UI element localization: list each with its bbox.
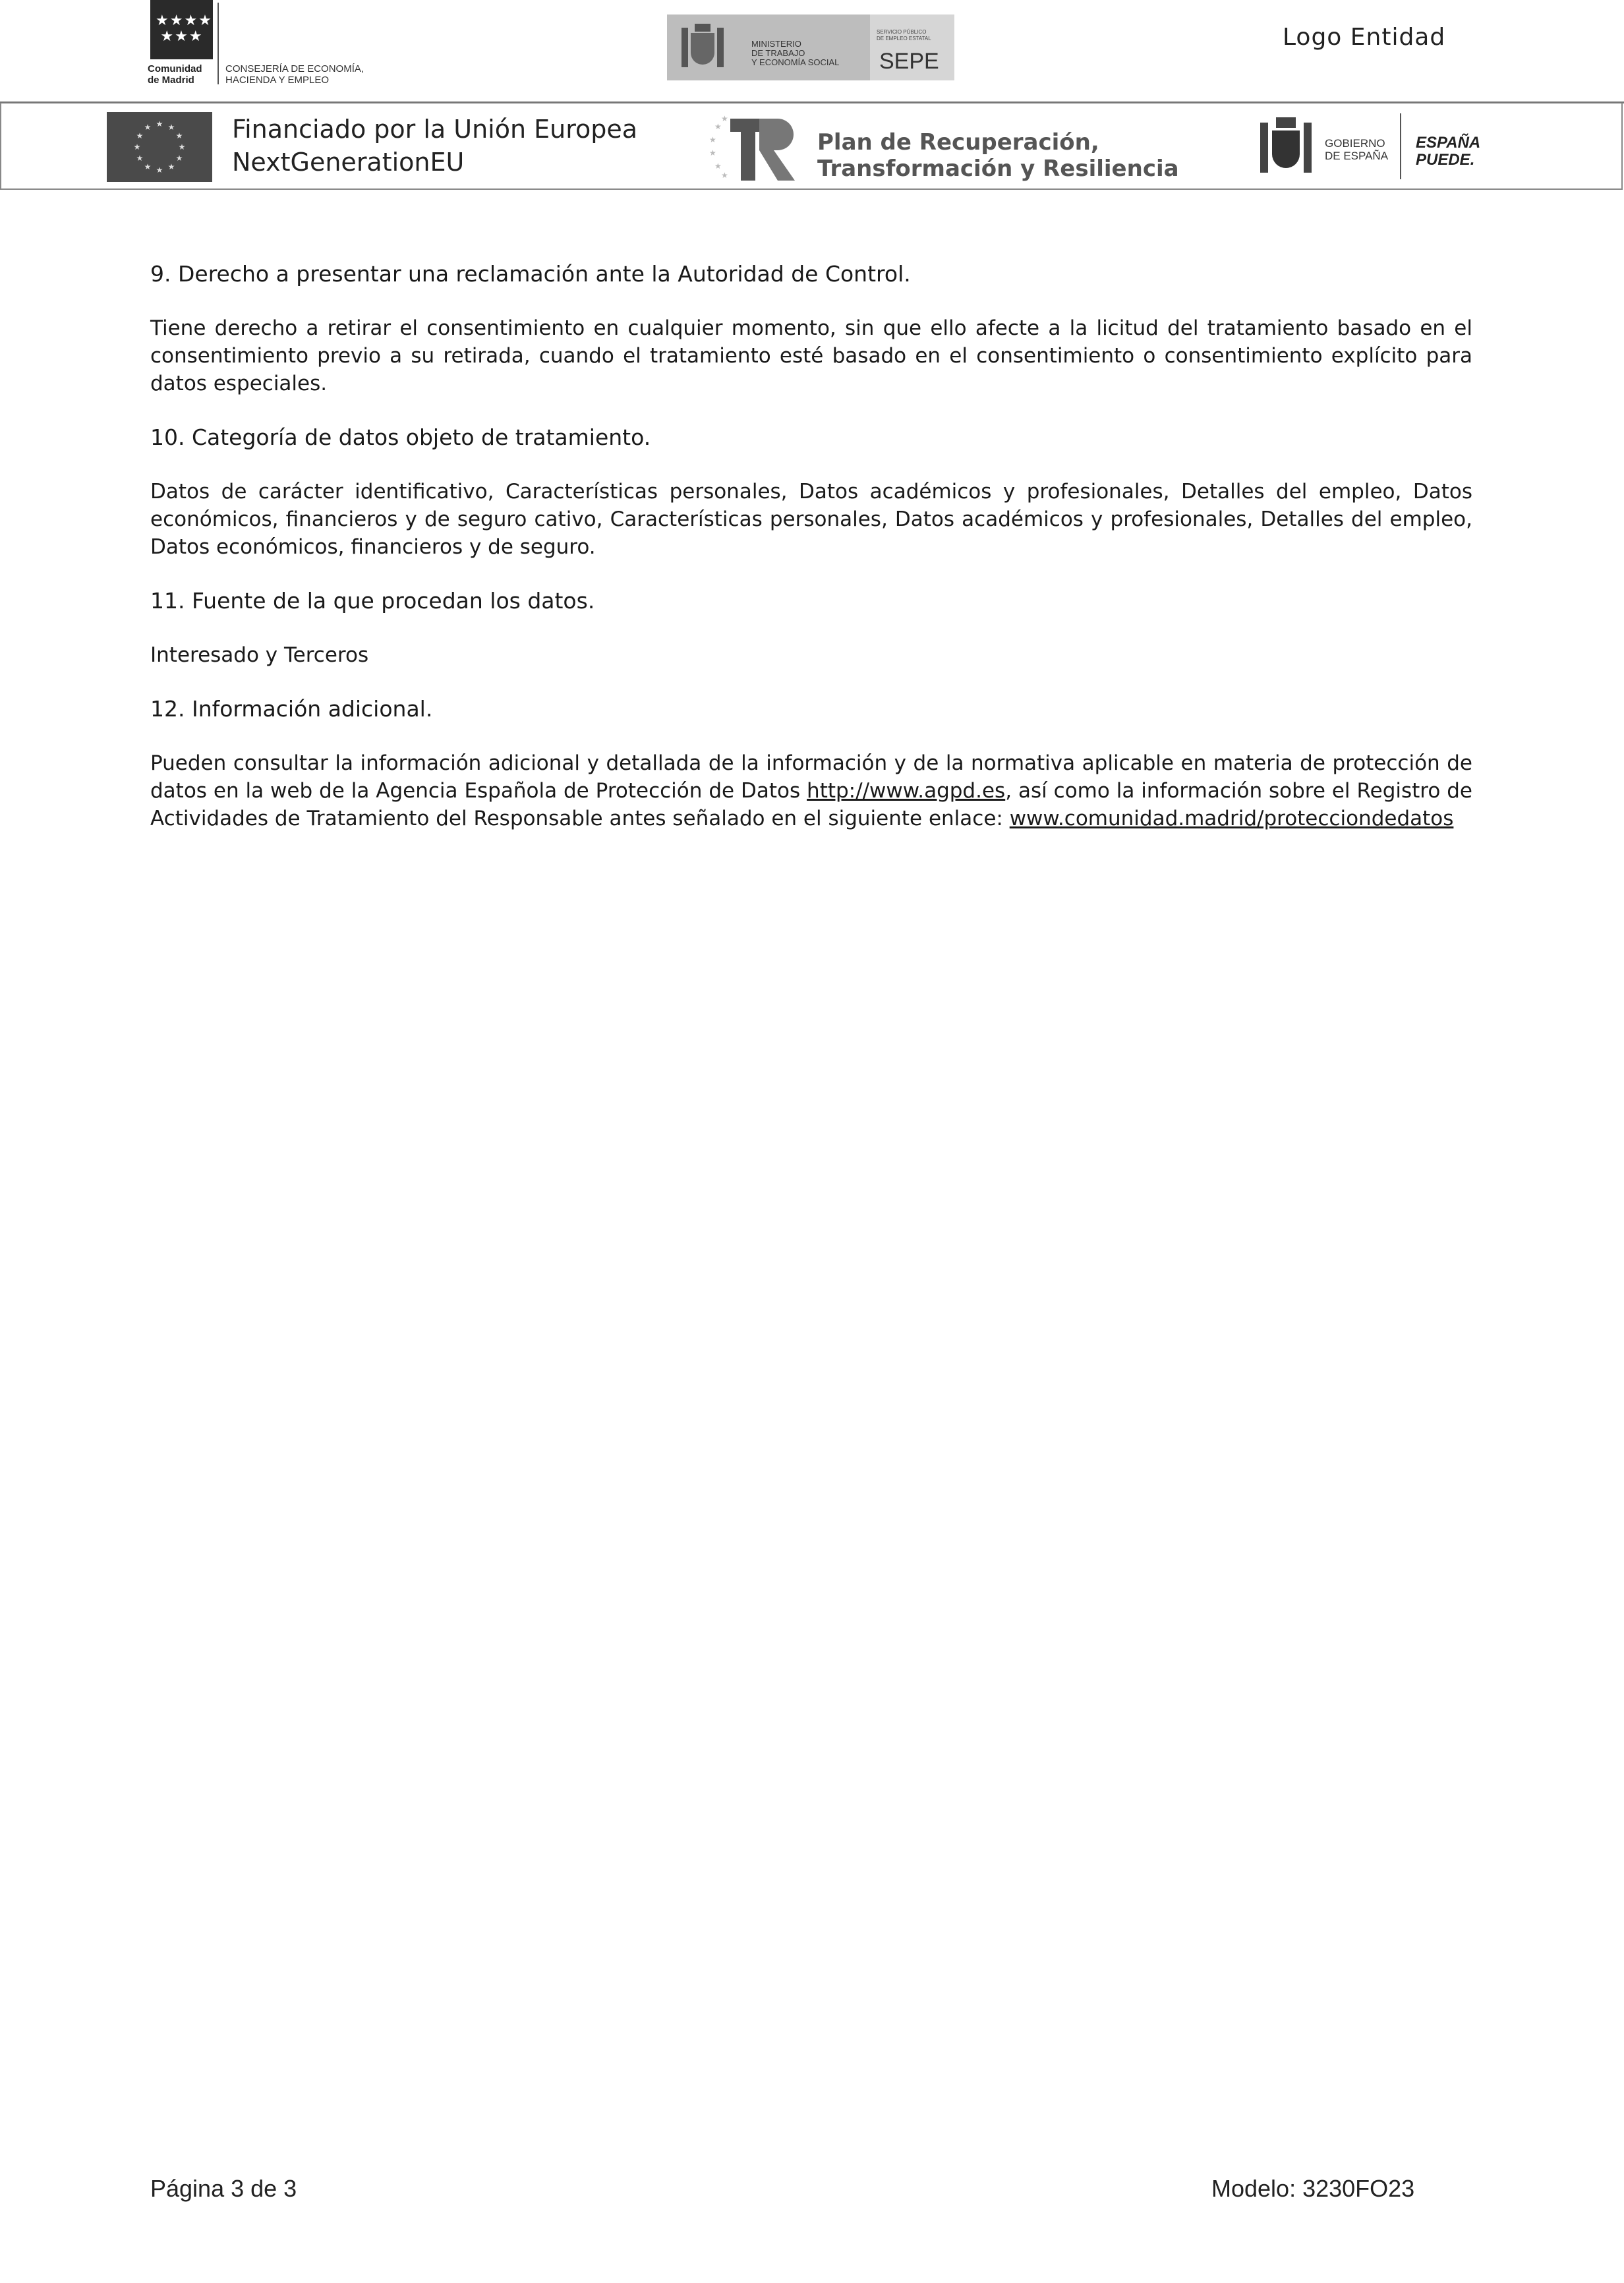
svg-text:★: ★: [136, 154, 144, 163]
svg-text:★: ★: [714, 161, 722, 171]
section-11-text: Interesado y Terceros: [150, 643, 369, 667]
ministerio-name: [751, 40, 839, 67]
gobierno-line1: GOBIERNO: [1325, 137, 1385, 150]
svg-text:★: ★: [156, 165, 163, 175]
spain-coat-of-arms-icon: [1258, 113, 1314, 179]
eu-flag-icon: [107, 112, 212, 182]
svg-text:★: ★: [167, 123, 175, 132]
svg-text:★: ★: [136, 131, 144, 140]
svg-text:★: ★: [175, 131, 183, 140]
comunidad-name-line2: de Madrid: [148, 74, 194, 86]
svg-text:★: ★: [144, 123, 152, 132]
plan-line2: Transformación y Resiliencia: [817, 156, 1179, 182]
sepe-small-text: [877, 29, 931, 42]
document-body: [150, 260, 1472, 859]
agpd-link[interactable]: http://www.agpd.es: [807, 779, 1006, 803]
divider: [1400, 113, 1401, 179]
ministerio-line2: DE TRABAJO: [751, 48, 805, 58]
section-12-title: 12. Información adicional.: [150, 696, 433, 722]
proteccion-datos-link[interactable]: www.comunidad.madrid/protecciondedatos: [1009, 807, 1454, 830]
prtr-logo-icon: [708, 109, 803, 183]
svg-text:★: ★: [721, 114, 728, 123]
divider: [218, 3, 219, 84]
section-9-text: Tiene derecho a retirar el consentimiento en cualquier momento, sin que ello afecte a la licitud del tratamiento basado en el consentimiento previo a su retirada, cuando el tratamiento esté basado en el consentimiento o consentimiento explícito para datos especiales.: [150, 316, 1472, 395]
svg-text:★: ★: [178, 142, 186, 152]
eu-funding-line1: Financiado por la Unión Europea: [232, 115, 638, 144]
eu-funding-line2: NextGenerationEU: [232, 148, 465, 177]
ministerio-line3: Y ECONOMÍA SOCIAL: [751, 57, 840, 67]
section-10-text: Datos de carácter identificativo, Características personales, Datos académicos y profesionales, Detalles del empleo, Datos económicos, financieros y de seguro cativo, Características personales, Datos académicos y profesionales, Detalles del empleo, Datos económicos, financieros y de seguro.: [150, 480, 1472, 559]
section-12-text: [150, 749, 1472, 832]
section-12-text-b: , así como la información sobre el Registro de Actividades de Tratamiento del Responsable antes señalado en el siguiente enlace:: [150, 779, 1472, 830]
ministerio-line1: MINISTERIO: [751, 39, 801, 49]
comunidad-name: [148, 63, 202, 86]
svg-text:★: ★: [721, 171, 728, 180]
department-line1: CONSEJERÍA DE ECONOMÍA,: [225, 63, 364, 74]
sepe-small-line1: SERVICIO PÚBLICO: [877, 29, 927, 35]
model-code: Modelo: 3230FO23: [1211, 2175, 1415, 2202]
svg-text:★: ★: [144, 162, 152, 171]
espana-puede-logo: [1416, 134, 1480, 169]
plan-line1: Plan de Recuperación,: [817, 129, 1099, 156]
madrid-stars-icon: ★★★★ ★★★: [156, 13, 213, 45]
section-10-title: 10. Categoría de datos objeto de tratamiento.: [150, 424, 651, 450]
logo-entidad-placeholder: Logo Entidad: [1283, 24, 1446, 51]
svg-text:★: ★: [709, 148, 716, 158]
svg-text:★: ★: [133, 142, 141, 152]
svg-text:★: ★: [175, 154, 183, 163]
section-11-title: 11. Fuente de la que procedan los datos.: [150, 588, 595, 614]
svg-text:★: ★: [156, 119, 163, 129]
svg-text:★: ★: [709, 135, 716, 144]
department-name: [225, 63, 364, 86]
espana-puede-line2: PUEDE.: [1416, 151, 1475, 169]
page-number: Página 3 de 3: [150, 2175, 297, 2202]
department-line2: HACIENDA Y EMPLEO: [225, 74, 330, 86]
svg-text:★: ★: [714, 122, 722, 131]
gobierno-line2: DE ESPAÑA: [1325, 150, 1389, 162]
spain-coat-of-arms-icon: [679, 21, 726, 74]
espana-puede-line1: ESPAÑA: [1416, 134, 1481, 152]
svg-text:★: ★: [167, 162, 175, 171]
gobierno-name: [1325, 137, 1388, 162]
sepe-label: SEPE: [879, 49, 939, 74]
section-9-title: 9. Derecho a presentar una reclamación ante la Autoridad de Control.: [150, 261, 911, 287]
sepe-small-line2: DE EMPLEO ESTATAL: [877, 36, 931, 42]
section-12-text-a: Pueden consultar la información adicional y detallada de la información y de la normativa aplicable en materia de protección de datos en la web de la Agencia Española de Protección de Datos: [150, 751, 1472, 803]
comunidad-name-line1: Comunidad: [148, 63, 202, 74]
